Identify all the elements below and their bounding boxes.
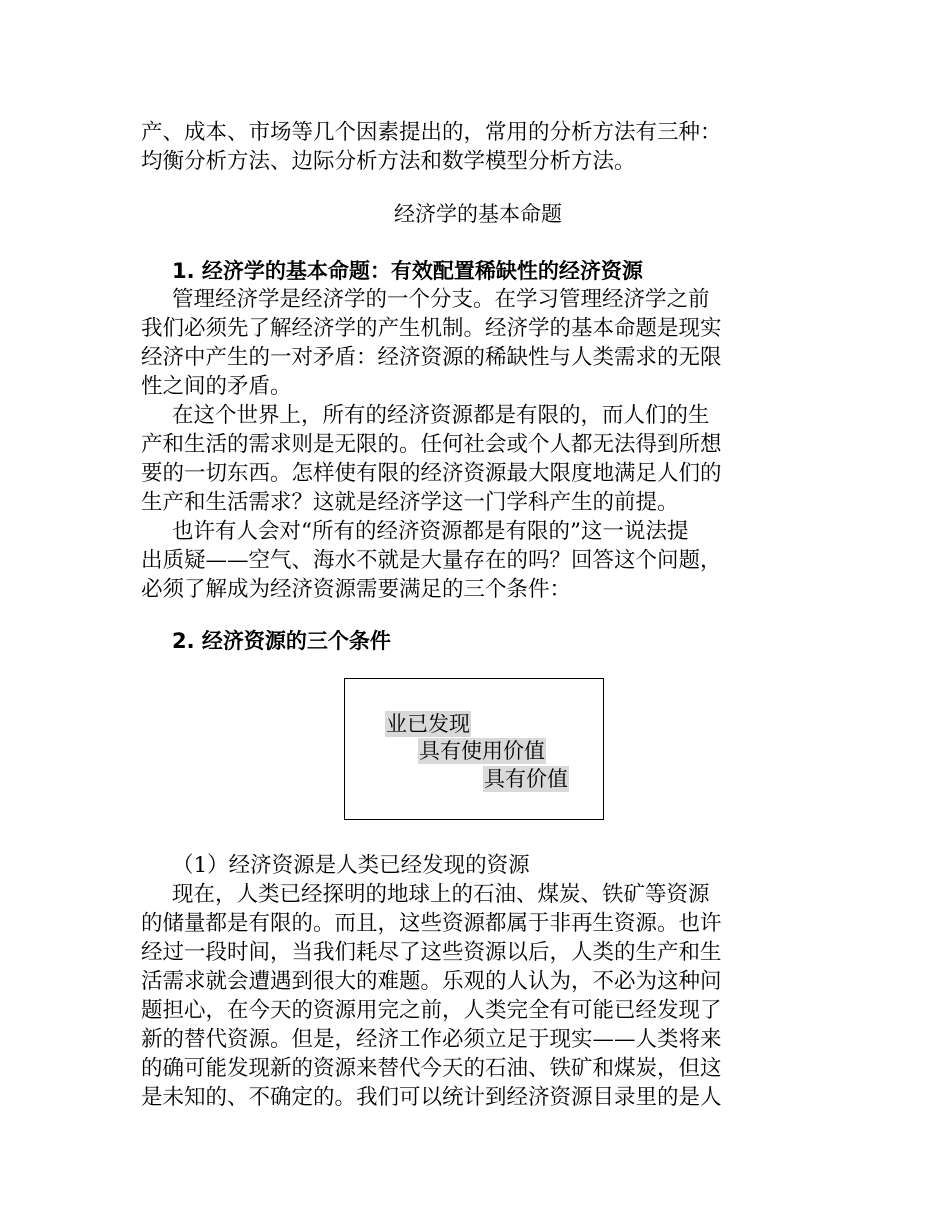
condition-item-use-value: 具有使用价值 bbox=[419, 739, 545, 763]
paragraph-line: 在这个世界上，所有的经济资源都是有限的，而人们的生 bbox=[172, 403, 710, 428]
paragraph-line: 的确可能发现新的资源来替代今天的石油、铁矿和煤炭，但这 bbox=[141, 1056, 722, 1081]
heading-1: 1. 经济学的基本命题：有效配置稀缺性的经济资源 bbox=[172, 259, 643, 283]
paragraph-line: 经过一段时间，当我们耗尽了这些资源以后，人类的生产和生 bbox=[141, 940, 722, 965]
paragraph-line: 新的替代资源。但是，经济工作必须立足于现实——人类将来 bbox=[141, 1027, 722, 1052]
section-title: 经济学的基本命题 bbox=[394, 202, 562, 226]
condition-item-discovered: 业已发现 bbox=[386, 712, 470, 736]
paragraph-line: 活需求就会遭遇到很大的难题。乐观的人认为，不必为这种问 bbox=[141, 969, 722, 994]
paragraph-line: 题担心，在今天的资源用完之前，人类完全有可能已经发现了 bbox=[141, 998, 722, 1023]
paragraph-line: 性之间的矛盾。 bbox=[141, 374, 292, 399]
heading-2: 2. 经济资源的三个条件 bbox=[172, 629, 391, 653]
paragraph-line: 也许有人会对“所有的经济资源都是有限的”这一说法提 bbox=[172, 519, 689, 544]
paragraph-line: 现在，人类已经探明的地球上的石油、煤炭、铁矿等资源 bbox=[172, 882, 710, 907]
intro-line: 产、成本、市场等几个因素提出的，常用的分析方法有三种： bbox=[141, 120, 722, 145]
paragraph-line: 产和生活的需求则是无限的。任何社会或个人都无法得到所想 bbox=[141, 432, 722, 457]
paragraph-line: 管理经济学是经济学的一个分支。在学习管理经济学之前 bbox=[172, 287, 710, 312]
paragraph-line: 出质疑——空气、海水不就是大量存在的吗？回答这个问题， bbox=[141, 548, 722, 573]
subheading-1: （1）经济资源是人类已经发现的资源 bbox=[172, 853, 530, 878]
paragraph-line: 是未知的、不确定的。我们可以统计到经济资源目录里的是人 bbox=[141, 1085, 722, 1110]
paragraph-line: 我们必须先了解经济学的产生机制。经济学的基本命题是现实 bbox=[141, 316, 722, 341]
paragraph-line: 生产和生活需求？这就是经济学这一门学科产生的前提。 bbox=[141, 490, 679, 515]
paragraph-line: 必须了解成为经济资源需要满足的三个条件： bbox=[141, 577, 572, 602]
paragraph-line: 要的一切东西。怎样使有限的经济资源最大限度地满足人们的 bbox=[141, 461, 722, 486]
intro-line: 均衡分析方法、边际分析方法和数学模型分析方法。 bbox=[141, 149, 636, 174]
condition-item-value: 具有价值 bbox=[484, 767, 568, 791]
paragraph-line: 经济中产生的一对矛盾：经济资源的稀缺性与人类需求的无限 bbox=[141, 345, 722, 370]
paragraph-line: 的储量都是有限的。而且，这些资源都属于非再生资源。也许 bbox=[141, 911, 722, 936]
